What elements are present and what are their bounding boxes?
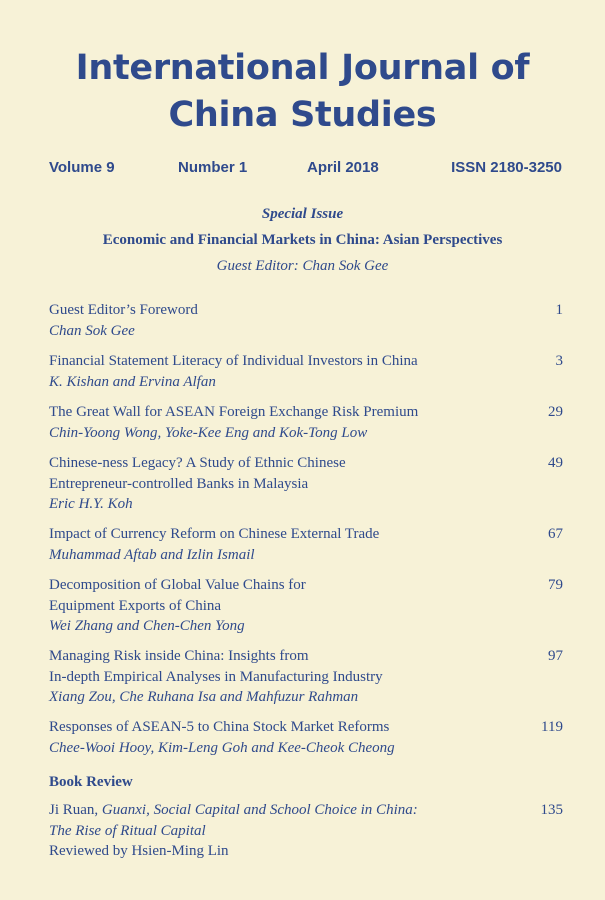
journal-title	[0, 45, 605, 139]
toc-entry	[49, 402, 563, 443]
toc-entry-title-continued: Entrepreneur-controlled Banks in Malaysia	[49, 475, 309, 492]
book-review-title-continued: The Rise of Ritual Capital	[49, 822, 206, 839]
toc-entry-title: Decomposition of Global Value Chains for	[49, 577, 306, 593]
toc-entry-authors: Chee-Wooi Hooy, Kim-Leng Goh and Kee-Cheok Cheong	[49, 739, 395, 756]
volume-label: Volume 9	[49, 159, 115, 176]
toc-entry-page: 119	[541, 719, 563, 735]
toc-entry-page: 29	[548, 404, 563, 420]
journal-title-line-2: China Studies	[168, 95, 437, 135]
book-review-title: Guanxi, Social Capital and School Choice in China:	[101, 802, 418, 818]
special-issue-title: Economic and Financial Markets in China: Asian Perspectives	[102, 232, 503, 248]
toc-entry-page: 97	[548, 648, 563, 664]
toc-entry-authors: Wei Zhang and Chen-Chen Yong	[49, 618, 245, 634]
book-review-heading: Book Review	[49, 774, 133, 790]
book-review-entry	[49, 800, 563, 862]
toc-entry	[49, 453, 563, 515]
date-label: April 2018	[307, 159, 379, 176]
toc-entry-title: The Great Wall for ASEAN Foreign Exchange Risk Premium	[49, 404, 419, 420]
toc-entry-page: 67	[548, 526, 563, 542]
toc-entry	[49, 717, 563, 758]
toc-entry-title: Chinese-ness Legacy? A Study of Ethnic Chinese	[49, 455, 346, 471]
toc-entry-authors: Chin-Yoong Wong, Yoke-Kee Eng and Kok-Tong Low	[49, 424, 368, 441]
toc-entry	[49, 351, 563, 392]
toc-entry-title: Financial Statement Literacy of Individual Investors in China	[49, 353, 418, 369]
toc-entry-title: Managing Risk inside China: Insights from	[49, 648, 309, 664]
toc-entry-page: 3	[555, 353, 563, 369]
toc-entry-authors: Muhammad Aftab and Izlin Ismail	[49, 546, 255, 563]
special-issue-label: Special Issue	[261, 206, 344, 222]
book-review-page: 135	[540, 802, 563, 818]
toc-entry	[49, 646, 563, 708]
journal-title-line-1: International Journal of	[75, 48, 530, 88]
book-review-author: Ji Ruan,	[49, 802, 99, 818]
toc-entry-page: 49	[548, 455, 563, 471]
toc-entry	[49, 575, 563, 637]
toc-entry	[49, 524, 563, 565]
toc-entry-title-continued: Equipment Exports of China	[49, 597, 222, 614]
toc-entry-page: 1	[555, 302, 563, 318]
number-label: Number 1	[178, 159, 248, 176]
book-review-reviewer: Reviewed by Hsien-Ming Lin	[49, 843, 229, 859]
toc-entry-authors: K. Kishan and Ervina Alfan	[49, 373, 216, 390]
toc-entry-title: Responses of ASEAN-5 to China Stock Market Reforms	[49, 719, 390, 735]
toc-entry-page: 79	[548, 577, 563, 593]
toc-entry-authors: Eric H.Y. Koh	[49, 496, 133, 512]
toc-entry-title-continued: In-depth Empirical Analyses in Manufacturing Industry	[49, 668, 383, 685]
toc-entry	[49, 300, 563, 341]
toc-entry-title: Guest Editor’s Foreword	[49, 302, 198, 318]
book-review-line-1	[49, 800, 563, 821]
toc-entry-title: Impact of Currency Reform on Chinese External Trade	[49, 526, 380, 542]
issn-label: ISSN 2180-3250	[451, 159, 562, 176]
guest-editor: Guest Editor: Chan Sok Gee	[216, 258, 389, 274]
toc-entry-authors: Xiang Zou, Che Ruhana Isa and Mahfuzur Rahman	[49, 689, 359, 705]
toc-entry-authors: Chan Sok Gee	[49, 322, 135, 339]
